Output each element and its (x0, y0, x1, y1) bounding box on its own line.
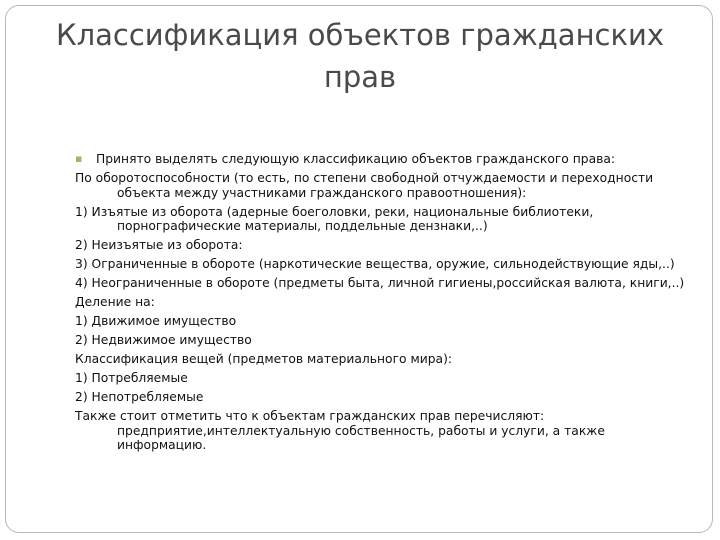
paragraph-text: 1) Потребляемые (75, 371, 188, 385)
slide-title: Классификация объектов гражданских прав (55, 18, 665, 94)
list-item (75, 333, 695, 348)
paragraph-text: 4) Неограниченные в обороте (предметы быта, личной гигиены,российская валюта, книги,..) (75, 276, 685, 290)
list-item (75, 314, 695, 329)
paragraph-text: 3) Ограниченные в обороте (наркотические вещества, оружие, сильнодействующие яды,..) (75, 257, 675, 271)
list-item (75, 257, 695, 272)
slide-body (75, 152, 695, 457)
paragraph-text: 1) Изъятые из оборота (адерные боеголовки, реки, национальные библиотеки, порнографические материалы, поддельные дензнаки,..) (75, 204, 594, 233)
list-item (75, 205, 695, 234)
list-item (75, 390, 695, 405)
list-item (75, 171, 695, 200)
list-item (75, 371, 695, 386)
paragraph-text: Также стоит отметить что к объектам гражданских прав перечисляют: предприятие,интеллектуальную собственность, работы и услуги, а также информацию. (75, 409, 605, 452)
list-item (75, 352, 695, 367)
paragraph-text: 2) Непотребляемые (75, 390, 204, 404)
paragraph-text: Классификация вещей (предметов материального мира): (75, 352, 453, 366)
bullet-icon: ▪ (75, 152, 83, 165)
paragraph-text: 2) Недвижимое имущество (75, 333, 252, 347)
list-item (75, 152, 695, 167)
paragraph-text: 1) Движимое имущество (75, 314, 237, 328)
paragraph-text: Принято выделять следующую классификацию объектов гражданского права: (96, 152, 616, 166)
list-item (75, 238, 695, 253)
paragraph-text: Деление на: (75, 295, 155, 309)
list-item (75, 409, 695, 453)
paragraph-text: По оборотоспособности (то есть, по степени свободной отчуждаемости и переходности объекта между участниками гражданского правоотношения): (75, 171, 654, 200)
paragraph-text: 2) Неизъятые из оборота: (75, 238, 243, 252)
list-item (75, 276, 695, 291)
list-item (75, 295, 695, 310)
